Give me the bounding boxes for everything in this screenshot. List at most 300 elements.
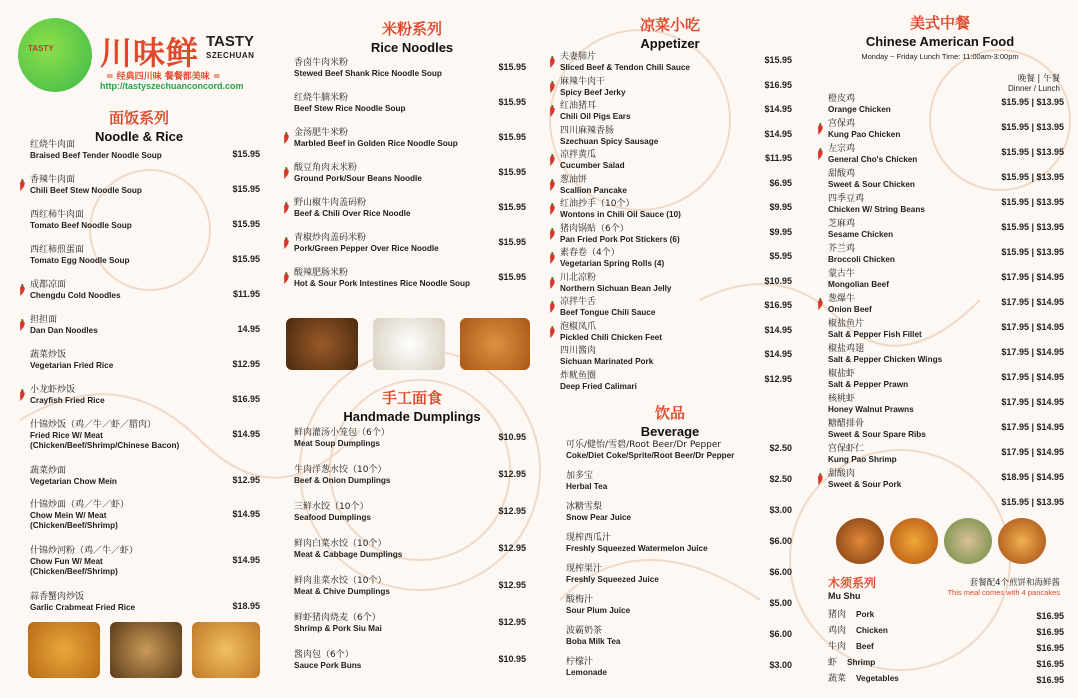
item-price: $9.95 bbox=[769, 202, 792, 212]
item-name-cn: 鲜肉灌汤小笼包（6个） bbox=[294, 428, 390, 438]
item-name-en: Hot & Sour Pork Intestines Rice Noodle Soup bbox=[294, 279, 471, 288]
chili-pepper-icon bbox=[548, 325, 556, 337]
item-name-en: Kung Pao Chicken bbox=[828, 130, 901, 139]
menu-item bbox=[816, 119, 1064, 144]
item-name-en: Salt & Pepper Prawn bbox=[828, 380, 909, 389]
menu-item bbox=[554, 502, 792, 533]
item-name-cn: 核桃虾 bbox=[828, 394, 856, 404]
item-name-en: Shrimp bbox=[847, 658, 876, 667]
item-name-cn: 左宗鸡 bbox=[828, 144, 856, 154]
item-name-en: Chow Mein W/ Meat bbox=[30, 511, 107, 520]
item-price: $14.95 bbox=[764, 324, 792, 335]
item-name-cn: 蒙古牛 bbox=[828, 269, 856, 279]
menu-item bbox=[816, 94, 1064, 119]
item-price: $17.95 | $14.95 bbox=[1001, 272, 1064, 282]
item-name-cn: 炸鱿鱼圈 bbox=[560, 370, 597, 381]
section-title-cn: 面饭系列 bbox=[108, 109, 169, 127]
item-name-en: Chili Oil Pigs Ears bbox=[560, 112, 631, 121]
item-name-en: Freshly Squeezed Watermelon Juice bbox=[566, 544, 708, 553]
item-name-en: Marbled Beef in Golden Rice Noodle Soup bbox=[294, 139, 458, 148]
item-name-en: Cucumber Salad bbox=[560, 161, 625, 170]
item-name-cn: 甜酸肉 bbox=[828, 469, 856, 479]
noodle-rice-column bbox=[18, 0, 260, 698]
item-name-en: Vegetables bbox=[856, 674, 899, 683]
menu-item bbox=[548, 77, 792, 102]
item-name-en: Sauce Pork Buns bbox=[294, 661, 362, 670]
menu-item bbox=[554, 440, 792, 471]
menu-item bbox=[282, 128, 526, 163]
menu-item bbox=[554, 595, 792, 626]
item-name-cn: 宫保虾仁 bbox=[828, 444, 865, 454]
menu-item bbox=[18, 280, 260, 315]
item-name-en: Vegetarian Spring Rolls (4) bbox=[560, 259, 665, 268]
item-name-en: Chengdu Cold Noodles bbox=[30, 291, 121, 300]
menu-item bbox=[816, 626, 1064, 642]
menu-item bbox=[282, 93, 526, 128]
chili-pepper-icon bbox=[548, 276, 556, 288]
item-name-en: Coke/Diet Coke/Sprite/Root Beer/Dr Pepper bbox=[566, 451, 735, 460]
item-price: $14.95 bbox=[764, 128, 792, 139]
item-name-en: Mongolian Beef bbox=[828, 280, 889, 289]
noodle-list bbox=[18, 140, 260, 626]
item-name-en: Meat Soup Dumplings bbox=[294, 439, 380, 448]
item-name-en: Onion Beef bbox=[828, 305, 872, 314]
menu-item bbox=[282, 428, 526, 465]
menu-item bbox=[548, 175, 792, 200]
menu-item bbox=[548, 224, 792, 249]
menu-item bbox=[282, 198, 526, 233]
item-price: $16.95 bbox=[1036, 643, 1064, 653]
item-price: $17.95 | $14.95 bbox=[1001, 397, 1064, 407]
item-name-cn: 红烧牛肉面 bbox=[30, 140, 76, 150]
dish-photo-2 bbox=[890, 518, 938, 564]
item-name-cn: 什锦炒河粉（鸡／牛／虾） bbox=[30, 546, 139, 556]
item-name-en: Scallion Pancake bbox=[560, 185, 627, 195]
appetizer-column bbox=[548, 0, 792, 698]
item-name-cn: 小龙虾炒饭 bbox=[30, 385, 76, 395]
item-name-en: Pickled Chili Chicken Feet bbox=[560, 332, 662, 342]
item-price: $15.95 | $13.95 bbox=[1001, 197, 1064, 207]
menu-item bbox=[18, 245, 260, 280]
item-name-cn: 西红柿牛肉面 bbox=[30, 210, 85, 220]
section-title-en: Rice Noodles bbox=[370, 40, 454, 55]
menu-item bbox=[548, 273, 792, 298]
item-price: $14.95 bbox=[232, 429, 260, 439]
menu-item bbox=[548, 101, 792, 126]
item-name-cn: 宫保鸡 bbox=[828, 119, 856, 129]
section-title-en: Noodle & Rice bbox=[94, 129, 184, 144]
menu-item bbox=[548, 371, 792, 396]
website-link[interactable]: http://tastyszechuanconcord.com bbox=[100, 81, 244, 91]
item-name-cn: 香卤牛肉米粉 bbox=[294, 58, 349, 68]
lunch-hours: Monday ~ Friday Lunch Time: 11:00am-3:00pm bbox=[861, 52, 1019, 61]
item-price: $11.95 bbox=[764, 153, 792, 163]
item-name-cn: 甜酸鸡 bbox=[828, 169, 856, 179]
chili-pepper-icon bbox=[548, 300, 556, 312]
menu-item bbox=[18, 546, 260, 592]
brand-chinese: 川味鲜 bbox=[100, 34, 200, 72]
menu-item bbox=[18, 592, 260, 626]
menu-item bbox=[282, 650, 526, 687]
dumpling-list bbox=[282, 428, 526, 687]
item-name-en: Honey Walnut Prawns bbox=[828, 405, 914, 414]
item-name-cn: 夫妻肺片 bbox=[560, 52, 597, 62]
item-name-cn: 野山椒牛肉盖码粉 bbox=[294, 198, 367, 208]
item-price: $15.95 | $13.95 bbox=[1001, 97, 1064, 107]
menu-item bbox=[816, 494, 1064, 519]
menu-item bbox=[548, 150, 792, 175]
item-name-cn: 鸡肉 bbox=[828, 626, 847, 636]
chili-pepper-icon bbox=[548, 80, 556, 92]
mushu-note-en: This meal comes with 4 pancakes bbox=[947, 588, 1060, 597]
item-price: $16.95 bbox=[1036, 675, 1064, 685]
item-name-en: Seafood Dumplings bbox=[294, 513, 371, 522]
item-name-en: Sesame Chicken bbox=[828, 230, 894, 239]
menu-item bbox=[816, 444, 1064, 469]
section-title-en: Handmade Dumplings bbox=[343, 409, 481, 424]
menu-item bbox=[282, 576, 526, 613]
chili-pepper-icon bbox=[548, 104, 556, 116]
buns-photo bbox=[373, 318, 445, 370]
item-price: $5.95 bbox=[769, 251, 792, 261]
chow-mein-photo bbox=[110, 622, 182, 678]
item-name-cn: 酸辣肥肠米粉 bbox=[294, 268, 349, 278]
mushu-title-en: Mu Shu bbox=[828, 591, 861, 601]
item-name-en: Pan Fried Pork Pot Stickers (6) bbox=[560, 234, 680, 244]
item-name-en: Fried Rice W/ Meat bbox=[30, 431, 103, 440]
item-price: $11.95 bbox=[232, 289, 260, 299]
item-price: $6.00 bbox=[769, 629, 792, 639]
chili-pepper-icon bbox=[548, 227, 556, 239]
item-name-cn: 红油抄手（10个） bbox=[560, 199, 635, 209]
item-name-cn: 什锦炒饭（鸡／牛／虾／腊肉） bbox=[30, 420, 157, 430]
item-price: $16.95 bbox=[764, 79, 792, 90]
item-name-en: Sweet & Sour Chicken bbox=[828, 180, 915, 189]
section-title-en: Chinese American Food bbox=[865, 34, 1015, 49]
menu-item bbox=[816, 642, 1064, 658]
chili-pepper-icon bbox=[282, 201, 290, 213]
item-name-en: Northern Sichuan Bean Jelly bbox=[560, 283, 672, 293]
item-price: $14.95 bbox=[764, 349, 792, 359]
rice-noodle-column bbox=[282, 0, 526, 698]
item-name-en: Meat & Cabbage Dumplings bbox=[294, 550, 403, 559]
item-price: $15.95 bbox=[232, 184, 260, 194]
menu-item bbox=[18, 175, 260, 210]
menu-item bbox=[816, 610, 1064, 626]
chili-pepper-icon bbox=[548, 202, 556, 214]
item-name-en: Crayfish Fried Rice bbox=[30, 396, 105, 405]
item-name-en: Lemonade bbox=[566, 668, 607, 677]
chili-pepper-icon bbox=[816, 122, 824, 134]
menu-item bbox=[282, 539, 526, 576]
item-name-en-detail: (Chicken/Beef/Shrimp) bbox=[30, 521, 118, 530]
item-name-cn: 酸梅汁 bbox=[566, 595, 594, 605]
menu-item bbox=[282, 58, 526, 93]
item-name-en: Sliced Beef & Tendon Chili Sauce bbox=[560, 63, 690, 72]
item-name-cn: 芥兰鸡 bbox=[828, 244, 856, 254]
menu-item bbox=[816, 194, 1064, 219]
item-name-en: Chow Fun W/ Meat bbox=[30, 557, 103, 566]
item-price: $15.95 | $13.95 bbox=[1001, 147, 1064, 157]
item-price: $12.95 bbox=[498, 617, 526, 627]
chili-pepper-icon bbox=[548, 178, 556, 190]
menu-item bbox=[282, 613, 526, 650]
american-list bbox=[816, 94, 1064, 519]
item-price: $12.95 bbox=[498, 580, 526, 590]
item-name-cn: 蔬菜炒面 bbox=[30, 466, 67, 476]
item-name-en: Salt & Pepper Fish Fillet bbox=[828, 330, 922, 339]
dish-photo-3 bbox=[944, 518, 992, 564]
menu-item bbox=[816, 294, 1064, 319]
menu-item bbox=[282, 233, 526, 268]
item-name-cn: 牛肉 bbox=[828, 642, 847, 652]
item-price: $6.00 bbox=[769, 536, 792, 546]
menu-item bbox=[816, 344, 1064, 369]
menu-item bbox=[18, 140, 260, 175]
item-name-cn: 什锦炒面（鸡／牛／虾） bbox=[30, 500, 130, 510]
item-name-en: Beef bbox=[856, 642, 874, 651]
fried-dumpling-photo bbox=[460, 318, 530, 370]
item-name-en: Sweet & Sour Spare Ribs bbox=[828, 430, 926, 439]
chili-pepper-icon bbox=[18, 283, 26, 295]
item-price: $17.95 | $14.95 bbox=[1001, 322, 1064, 332]
item-name-en: Stewed Beef Shank Rice Noodle Soup bbox=[294, 69, 442, 78]
dish-photo-1 bbox=[836, 518, 884, 564]
menu-item bbox=[18, 210, 260, 245]
item-price: $14.95 bbox=[764, 104, 792, 114]
item-name-en: Ground Pork/Sour Beans Noodle bbox=[294, 174, 422, 183]
item-name-en: Deep Fried Calimari bbox=[560, 381, 637, 391]
item-name-cn: 葱油饼 bbox=[560, 174, 588, 185]
logo-text: TASTY bbox=[28, 44, 54, 53]
brand-subtitle: SZECHUAN bbox=[206, 51, 255, 60]
chili-pepper-icon bbox=[18, 388, 26, 400]
item-price: $18.95 bbox=[232, 601, 260, 611]
rice-noodle-list bbox=[282, 58, 526, 303]
menu-item bbox=[816, 369, 1064, 394]
item-name-en: Szechuan Spicy Sausage bbox=[560, 136, 659, 146]
mushu-list bbox=[816, 610, 1064, 690]
item-price: $17.95 | $14.95 bbox=[1001, 347, 1064, 357]
item-name-cn: 西红柿煎蛋面 bbox=[30, 245, 85, 255]
item-name-en: Garlic Crabmeat Fried Rice bbox=[30, 603, 136, 612]
item-name-cn: 牛肉洋葱水饺（10个） bbox=[294, 465, 387, 475]
menu-item bbox=[816, 658, 1064, 674]
item-name-cn: 酸豆角肉末米粉 bbox=[294, 163, 358, 173]
item-name-en: Meat & Chive Dumplings bbox=[294, 587, 390, 596]
item-name-en: Beef Stew Rice Noodle Soup bbox=[294, 104, 406, 113]
item-price: $5.00 bbox=[769, 598, 792, 608]
item-name-cn: 鲜肉韭菜水饺（10个） bbox=[294, 576, 387, 586]
tagline: = 经典四川味 餐餐都美味 = bbox=[106, 72, 221, 82]
item-name-cn: 红烧牛腩米粉 bbox=[294, 93, 349, 103]
item-price: $17.95 | $14.95 bbox=[1001, 372, 1064, 382]
section-title-cn: 美式中餐 bbox=[909, 14, 970, 32]
item-name-cn: 芝麻鸡 bbox=[828, 219, 856, 229]
item-name-cn: 蔬菜炒饭 bbox=[30, 350, 67, 360]
item-price: $12.95 bbox=[232, 359, 260, 369]
item-price: $15.95 bbox=[232, 219, 260, 229]
item-price: $12.95 bbox=[498, 469, 526, 479]
item-price: $15.95 | $13.95 bbox=[1001, 172, 1064, 182]
chili-pepper-icon bbox=[548, 55, 556, 67]
item-price: $12.95 bbox=[498, 506, 526, 516]
item-name-cn: 香辣牛肉面 bbox=[30, 175, 76, 185]
menu-item bbox=[548, 199, 792, 224]
item-name-cn: 成都凉面 bbox=[30, 280, 67, 290]
item-name-cn: 四川麻辣香肠 bbox=[560, 125, 615, 136]
item-name-en: Chili Beef Stew Noodle Soup bbox=[30, 186, 142, 195]
item-name-cn: 红油猪耳 bbox=[560, 101, 597, 111]
item-price: $15.95 | $13.95 bbox=[1001, 497, 1064, 507]
chili-pepper-icon bbox=[18, 178, 26, 190]
item-price: $16.95 bbox=[1036, 611, 1064, 621]
item-price: $15.95 | $13.95 bbox=[1001, 247, 1064, 257]
item-price: $2.50 bbox=[769, 474, 792, 484]
item-name-en: Chicken bbox=[856, 626, 888, 635]
item-name-en: Broccoli Chicken bbox=[828, 255, 895, 264]
menu-item bbox=[548, 126, 792, 151]
item-price: $3.00 bbox=[769, 660, 792, 670]
menu-item bbox=[816, 319, 1064, 344]
item-price: $12.95 bbox=[498, 543, 526, 553]
item-name-cn: 冰糖雪梨 bbox=[566, 502, 603, 512]
item-name-en: Sichuan Marinated Pork bbox=[560, 357, 654, 366]
item-price: $10.95 bbox=[498, 432, 526, 442]
item-name-en: Vegetarian Fried Rice bbox=[30, 361, 114, 370]
mushu-note-cn: 套餐配4个煎饼和海鲜酱 bbox=[969, 578, 1060, 588]
item-name-en: Vegetarian Chow Mein bbox=[30, 477, 117, 486]
item-name-cn: 凉拌牛舌 bbox=[560, 297, 597, 307]
item-name-en: Spicy Beef Jerky bbox=[560, 87, 626, 97]
menu-item bbox=[282, 465, 526, 502]
item-price: $15.95 bbox=[498, 97, 526, 107]
section-title-cn: 饮品 bbox=[654, 404, 685, 422]
item-name-en: Boba Milk Tea bbox=[566, 637, 621, 646]
chili-pepper-icon bbox=[282, 131, 290, 143]
menu-item bbox=[282, 502, 526, 539]
chili-pepper-icon bbox=[282, 271, 290, 283]
item-name-cn: 凉拌黄瓜 bbox=[560, 150, 597, 160]
menu-item bbox=[816, 219, 1064, 244]
item-name-cn: 橙皮鸡 bbox=[828, 94, 856, 104]
item-name-cn: 虾 bbox=[828, 658, 838, 668]
item-price: $3.00 bbox=[769, 505, 792, 515]
item-price: $16.95 bbox=[1036, 627, 1064, 637]
item-price: $15.95 bbox=[498, 272, 526, 282]
item-name-en: Braised Beef Tender Noodle Soup bbox=[30, 151, 162, 160]
beef-noodle-photo bbox=[286, 318, 358, 370]
item-price: $17.95 | $14.95 bbox=[1001, 422, 1064, 432]
item-name-cn: 四季豆鸡 bbox=[828, 194, 865, 204]
menu-item bbox=[816, 144, 1064, 169]
item-price: $15.95 bbox=[232, 149, 260, 159]
chili-pepper-icon bbox=[548, 153, 556, 165]
chili-pepper-icon bbox=[816, 147, 824, 159]
item-name-cn: 泡椒凤爪 bbox=[560, 321, 597, 332]
item-name-cn: 鲜虾猪肉烧麦（6个） bbox=[294, 613, 381, 623]
item-name-cn: 现榨西瓜汁 bbox=[566, 533, 612, 543]
item-price: $2.50 bbox=[769, 443, 792, 453]
item-price: $15.95 | $13.95 bbox=[1001, 122, 1064, 132]
menu-item bbox=[18, 350, 260, 385]
menu-item bbox=[548, 322, 792, 347]
beverage-list bbox=[554, 440, 792, 688]
menu-item bbox=[816, 419, 1064, 444]
menu-item bbox=[548, 297, 792, 322]
item-name-en: Tomato Beef Noodle Soup bbox=[30, 221, 132, 230]
item-name-en: Pork/Green Pepper Over Rice Noodle bbox=[294, 244, 439, 253]
item-price: $15.95 bbox=[498, 237, 526, 247]
item-name-cn: 蒜香蟹肉炒饭 bbox=[30, 592, 85, 602]
menu-item bbox=[548, 52, 792, 77]
item-price: $15.95 bbox=[764, 55, 792, 65]
item-price: $15.95 | $13.95 bbox=[1001, 222, 1064, 232]
menu-item bbox=[816, 169, 1064, 194]
item-name-cn: 猪肉 bbox=[828, 610, 847, 620]
item-price: $16.95 bbox=[764, 300, 792, 310]
item-name-cn: 鲜肉白菜水饺（10个） bbox=[294, 539, 387, 549]
menu-item bbox=[282, 163, 526, 198]
american-column bbox=[816, 0, 1064, 698]
item-price: $6.95 bbox=[769, 177, 792, 188]
section-title-cn: 米粉系列 bbox=[381, 20, 442, 38]
item-name-en: Wontons in Chili Oil Sauce (10) bbox=[560, 210, 681, 219]
menu-item bbox=[18, 466, 260, 500]
item-name-cn: 青椒炒肉盖码米粉 bbox=[294, 233, 367, 243]
item-price: $12.95 bbox=[232, 475, 260, 485]
item-price: 14.95 bbox=[237, 324, 260, 334]
item-name-cn: 川北凉粉 bbox=[560, 272, 597, 283]
price-column-header-cn: 晚餐 | 午餐 bbox=[1017, 74, 1060, 84]
menu-item bbox=[816, 244, 1064, 269]
section-title-en: Appetizer bbox=[640, 36, 700, 51]
menu-item bbox=[554, 626, 792, 657]
item-price: $15.95 bbox=[498, 202, 526, 212]
item-price: $15.95 bbox=[232, 254, 260, 264]
item-price: $14.95 bbox=[232, 509, 260, 519]
item-price: $17.95 | $14.95 bbox=[1001, 447, 1064, 457]
menu-item bbox=[18, 385, 260, 420]
item-name-en: Beef & Onion Dumplings bbox=[294, 476, 391, 485]
item-name-en-detail: (Chicken/Beef/Shrimp) bbox=[30, 567, 118, 576]
menu-item bbox=[18, 500, 260, 546]
dish-photo-4 bbox=[998, 518, 1046, 564]
item-name-en: Salt & Pepper Chicken Wings bbox=[828, 355, 943, 364]
chili-pepper-icon bbox=[18, 318, 26, 330]
item-name-cn: 椒盐虾 bbox=[828, 369, 856, 379]
appetizer-list bbox=[548, 52, 792, 395]
item-name-en: Tomato Egg Noodle Soup bbox=[30, 256, 130, 265]
item-name-en: Sour Plum Juice bbox=[566, 606, 631, 615]
menu-item bbox=[18, 315, 260, 350]
item-name-en: Herbal Tea bbox=[566, 482, 608, 491]
item-name-cn: 糖醋排骨 bbox=[828, 419, 865, 429]
item-name-en: Kung Pao Shrimp bbox=[828, 455, 897, 464]
item-name-en: Orange Chicken bbox=[828, 105, 891, 114]
item-name-en: Chicken W/ String Beans bbox=[828, 205, 925, 214]
chili-pepper-icon bbox=[548, 251, 556, 263]
menu-item bbox=[282, 268, 526, 303]
item-name-cn: 担担面 bbox=[30, 315, 58, 325]
item-name-cn: 现榨果汁 bbox=[566, 564, 603, 574]
item-price: $9.95 bbox=[769, 226, 792, 237]
item-price: $15.95 bbox=[498, 167, 526, 177]
menu-item bbox=[554, 471, 792, 502]
item-name-cn: 加多宝 bbox=[566, 471, 594, 481]
item-name-cn: 酱肉包（6个） bbox=[294, 650, 354, 660]
item-name-en-detail: (Chicken/Beef/Shrimp/Chinese Bacon) bbox=[30, 441, 180, 450]
